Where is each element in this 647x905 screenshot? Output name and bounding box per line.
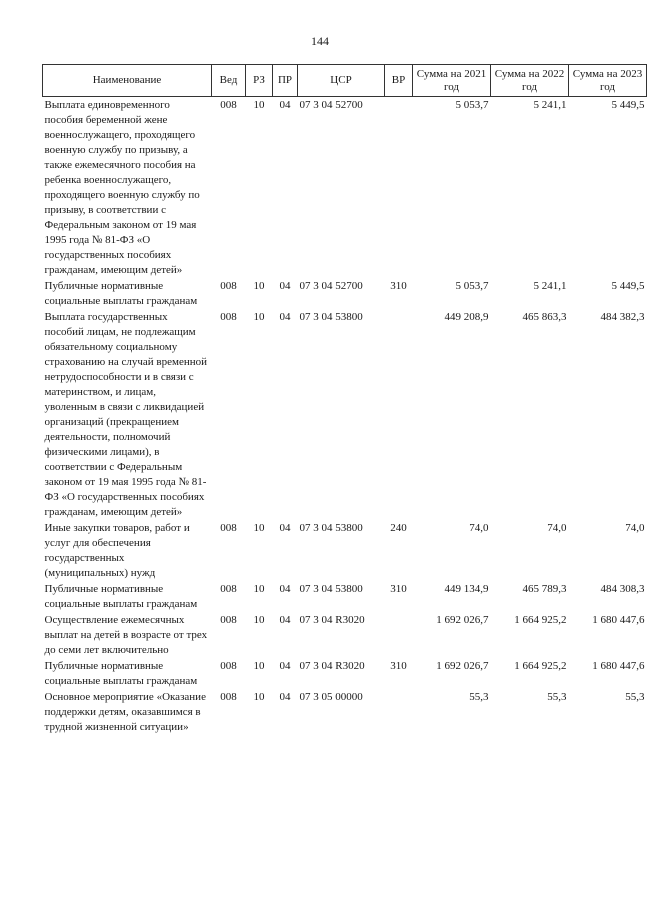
- page-number: 144: [311, 34, 329, 48]
- row-sum-2021: 1 692 026,7: [436, 614, 489, 626]
- header-sum-2021: Сумма на 2021 год: [413, 65, 491, 97]
- row-vr: [385, 97, 413, 279]
- row-sum-2022: 74,0: [547, 522, 567, 534]
- table-row: [43, 309, 647, 520]
- row-sum-2021: 449 134,9: [444, 583, 489, 595]
- row-sum-2022: 5 241,1: [533, 99, 567, 111]
- row-name: Публичные нормативные социальные выплаты гражданам: [44, 660, 198, 687]
- header-csr: ЦСР: [298, 65, 385, 97]
- header-pr: ПР: [273, 65, 298, 97]
- budget-table: [42, 64, 647, 735]
- row-pr: 04: [279, 660, 291, 672]
- table-row: [43, 658, 647, 689]
- row-ved: 008: [220, 614, 237, 626]
- header-ved: Вед: [212, 65, 246, 97]
- table-header: [43, 65, 647, 97]
- row-name: Публичные нормативные социальные выплаты гражданам: [44, 583, 198, 610]
- table-row: [43, 97, 647, 279]
- row-sum-2022: 55,3: [547, 691, 567, 703]
- row-rz: 10: [253, 280, 265, 292]
- row-rz: 10: [253, 691, 265, 703]
- row-pr: 04: [279, 280, 291, 292]
- row-sum-2022: 5 241,1: [533, 280, 567, 292]
- row-sum-2021: 449 208,9: [444, 311, 489, 323]
- row-name: Выплата государственных пособий лицам, не подлежащим обязательному социальному страхованию на случай временной нетрудоспособности и в связи с материнством, и лицам, уволенным в связи с ликвидацией организаций (прекращением деятельности, полномочий физическими лицами), в соответствии с Федеральным законом от 19 мая 1995 года № 81-ФЗ «О государственных пособиях гражданам, имеющим детей»: [44, 311, 207, 518]
- row-csr: 07 3 04 53800: [299, 583, 363, 595]
- row-csr: 07 3 04 52700: [299, 99, 363, 111]
- row-pr: 04: [279, 691, 291, 703]
- row-sum-2021: 74,0: [469, 522, 489, 534]
- row-csr: 07 3 05 00000: [299, 691, 363, 703]
- row-csr: 07 3 04 53800: [299, 311, 363, 323]
- row-vr: 310: [390, 660, 407, 672]
- row-ved: 008: [220, 691, 237, 703]
- row-csr: 07 3 04 R3020: [299, 660, 365, 672]
- row-sum-2021: 1 692 026,7: [436, 660, 489, 672]
- row-sum-2023: 55,3: [625, 691, 645, 703]
- row-sum-2023: 5 449,5: [611, 280, 645, 292]
- header-name: Наименование: [43, 65, 212, 97]
- table-body: [43, 97, 647, 736]
- row-vr: 310: [390, 583, 407, 595]
- row-ved: 008: [220, 99, 237, 111]
- table-row: [43, 520, 647, 581]
- row-rz: 10: [253, 660, 265, 672]
- row-pr: 04: [279, 311, 291, 323]
- row-rz: 10: [253, 311, 265, 323]
- row-vr: [385, 689, 413, 735]
- row-name: Выплата единовременного пособия беременной жене военнослужащего, проходящего военную службу по призыву, а также ежемесячного пособия на ребенка военнослужащего, проходящего военную службу по призыву, в соответствии с Федеральным законом от 19 мая 1995 года № 81-ФЗ «О государственных пособиях гражданам, имеющим детей»: [44, 99, 200, 276]
- row-sum-2023: 1 680 447,6: [592, 660, 645, 672]
- row-pr: 04: [279, 522, 291, 534]
- table-row: [43, 581, 647, 612]
- row-sum-2021: 5 053,7: [455, 280, 489, 292]
- row-sum-2022: 465 863,3: [522, 311, 567, 323]
- row-sum-2023: 74,0: [625, 522, 645, 534]
- header-sum-2022: Сумма на 2022 год: [491, 65, 569, 97]
- row-pr: 04: [279, 583, 291, 595]
- row-name: Осуществление ежемесячных выплат на детей в возрасте от трех до семи лет включительно: [44, 614, 208, 656]
- table-row: [43, 689, 647, 735]
- header-sum-2023: Сумма на 2023 год: [569, 65, 647, 97]
- row-ved: 008: [220, 311, 237, 323]
- row-ved: 008: [220, 660, 237, 672]
- row-vr: 310: [390, 280, 407, 292]
- header-rz: РЗ: [246, 65, 273, 97]
- row-ved: 008: [220, 583, 237, 595]
- header-vr: ВР: [385, 65, 413, 97]
- row-sum-2021: 5 053,7: [455, 99, 489, 111]
- row-ved: 008: [220, 522, 237, 534]
- row-name: Публичные нормативные социальные выплаты гражданам: [44, 280, 198, 307]
- row-name: Иные закупки товаров, работ и услуг для обеспечения государственных (муниципальных) нужд: [44, 522, 190, 579]
- row-rz: 10: [253, 522, 265, 534]
- row-rz: 10: [253, 583, 265, 595]
- row-vr: 240: [390, 522, 407, 534]
- row-name: Основное мероприятие «Оказание поддержки детям, оказавшимся в трудной жизненной ситуации»: [44, 691, 206, 733]
- header-row: [43, 65, 647, 97]
- row-ved: 008: [220, 280, 237, 292]
- row-rz: 10: [253, 99, 265, 111]
- row-vr: [385, 612, 413, 658]
- row-sum-2022: 1 664 925,2: [514, 614, 567, 626]
- table-row: [43, 612, 647, 658]
- row-csr: 07 3 04 R3020: [299, 614, 365, 626]
- row-vr: [385, 309, 413, 520]
- row-sum-2021: 55,3: [469, 691, 489, 703]
- row-rz: 10: [253, 614, 265, 626]
- table-row: [43, 278, 647, 309]
- row-csr: 07 3 04 53800: [299, 522, 363, 534]
- row-csr: 07 3 04 52700: [299, 280, 363, 292]
- row-pr: 04: [279, 99, 291, 111]
- row-sum-2022: 1 664 925,2: [514, 660, 567, 672]
- row-pr: 04: [279, 614, 291, 626]
- row-sum-2022: 465 789,3: [522, 583, 567, 595]
- row-sum-2023: 484 382,3: [600, 311, 645, 323]
- row-sum-2023: 484 308,3: [600, 583, 645, 595]
- row-sum-2023: 1 680 447,6: [592, 614, 645, 626]
- row-sum-2023: 5 449,5: [611, 99, 645, 111]
